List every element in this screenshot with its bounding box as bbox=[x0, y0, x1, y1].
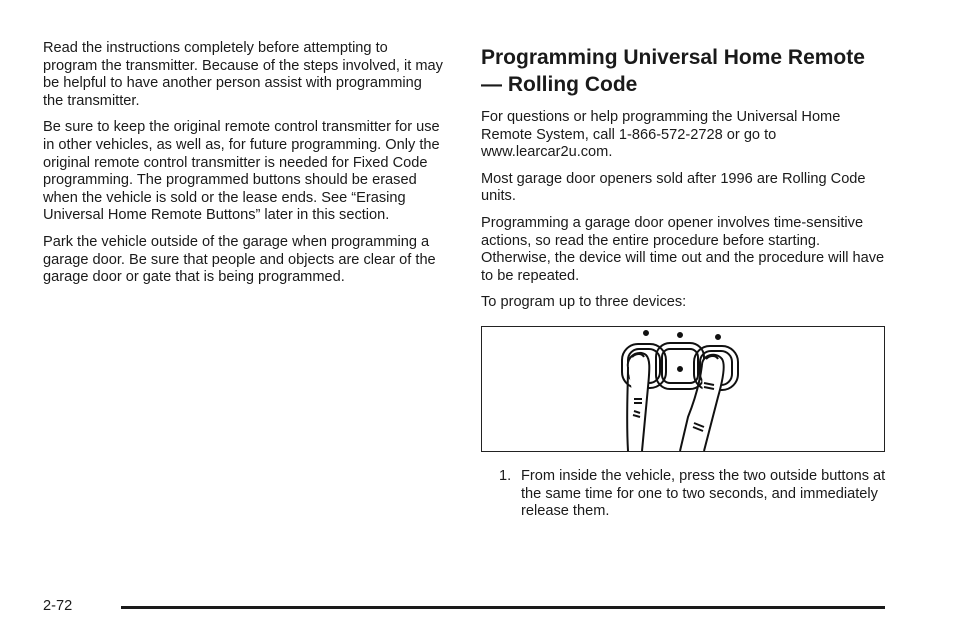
section-heading: Programming Universal Home Remote — Rolling Code bbox=[481, 46, 865, 96]
footer-rule bbox=[121, 606, 885, 609]
paragraph-questions: For questions or help programming the Universal Home Remote System, call 1-866-572-2728 or go to www.learcar2u.com. bbox=[481, 109, 841, 161]
remote-buttons-illustration bbox=[481, 326, 885, 452]
right-column bbox=[481, 44, 891, 521]
paragraph-time-sensitive: Programming a garage door opener involves time-sensitive actions, so read the entire procedure before starting. Otherwise, the device will time out and the procedure will have to be repeated. bbox=[481, 214, 885, 284]
paragraph-park-vehicle: Park the vehicle outside of the garage when programming a garage door. Be sure that people and objects are clear of the garage door or gate that is being programmed. bbox=[43, 233, 436, 286]
paragraph-instructions: Read the instructions completely before attempting to program the transmitter. Because of the steps involved, it may be helpful to have another person assist with programming the transmitter. bbox=[43, 40, 443, 109]
left-column bbox=[43, 40, 443, 296]
paragraph-program-devices: To program up to three devices: bbox=[481, 294, 687, 311]
step-text: From inside the vehicle, press the two outside buttons at the same time for one to two seconds, and immediately release them. bbox=[521, 467, 886, 520]
step-1 bbox=[481, 468, 891, 521]
fingers-pressing-buttons-icon bbox=[482, 327, 886, 453]
page-number: 2-72 bbox=[43, 598, 73, 614]
paragraph-rolling-code: Most garage door openers sold after 1996 are Rolling Code units. bbox=[481, 170, 866, 205]
page-footer bbox=[43, 598, 119, 614]
step-number: 1. bbox=[499, 467, 512, 484]
paragraph-keep-original: Be sure to keep the original remote control transmitter for use in other vehicles, as well as, for future programming. Only the original remote control transmitter is needed for Fixed Code programming. The programmed buttons should be erased when the vehicle is sold or the lease ends. See “Erasing Universal Home Remote Buttons” later in this section. bbox=[43, 119, 440, 224]
